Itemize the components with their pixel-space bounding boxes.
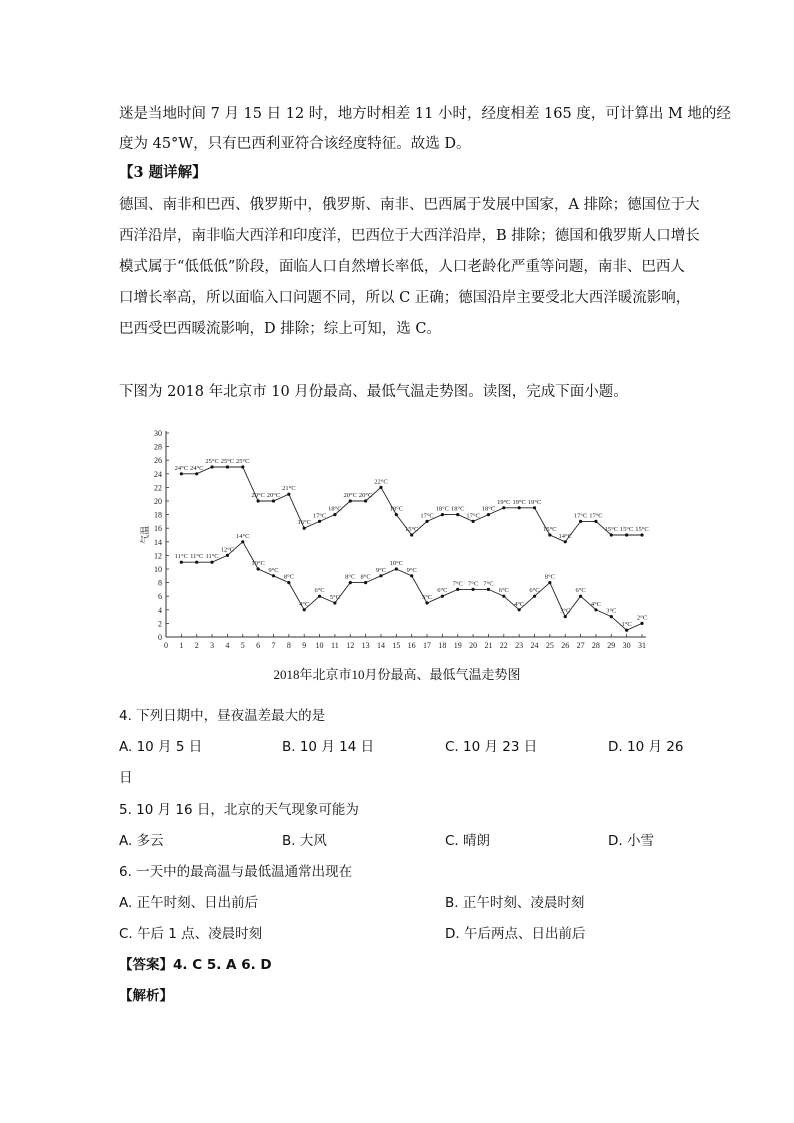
- data-point: [487, 588, 490, 591]
- x-tick-label: 3: [210, 641, 215, 650]
- data-label: 24°C: [174, 464, 189, 472]
- data-label: 19°C: [527, 498, 542, 506]
- data-label: 4°C: [299, 600, 310, 608]
- data-point: [349, 581, 352, 584]
- y-tick-label: 14: [154, 537, 162, 547]
- data-label: 20°C: [358, 492, 373, 499]
- x-tick-label: 5: [240, 641, 245, 650]
- data-label: 8°C: [544, 573, 555, 581]
- x-tick-label: 23: [515, 641, 524, 650]
- option-d: D. 10 月 26: [608, 739, 684, 755]
- option-b: B. 大风: [282, 833, 327, 849]
- data-label: 9°C: [375, 566, 387, 574]
- data-label: 10°C: [251, 560, 265, 567]
- option-c: C. 午后 1 点、凌晨时刻: [119, 926, 263, 942]
- data-label: 2°C: [636, 614, 648, 622]
- x-tick-label: 17: [423, 641, 432, 650]
- data-point: [471, 588, 474, 591]
- data-label: 18°C: [328, 505, 342, 513]
- data-point: [364, 499, 367, 502]
- data-label: 15°C: [619, 526, 634, 533]
- data-point: [241, 540, 244, 543]
- data-label: 8°C: [345, 573, 356, 581]
- y-tick-label: 6: [158, 592, 162, 602]
- data-point: [441, 513, 444, 516]
- data-point: [594, 608, 597, 611]
- x-tick-label: 1: [179, 641, 184, 650]
- y-tick-label: 12: [154, 551, 162, 561]
- data-point: [425, 520, 428, 523]
- data-point: [333, 601, 336, 604]
- x-tick-label: 27: [576, 641, 585, 650]
- data-point: [318, 595, 321, 598]
- data-label: 18°C: [389, 505, 404, 513]
- y-tick-label: 26: [154, 456, 162, 466]
- x-tick-label: 9: [302, 641, 307, 650]
- question-stem: 6. 一天中的最高温与最低温通常出现在: [119, 864, 353, 880]
- option-a: A. 多云: [119, 833, 164, 849]
- data-label: 7°C: [483, 580, 494, 588]
- x-tick-label: 18: [438, 641, 447, 650]
- x-tick-label: 26: [561, 641, 570, 650]
- data-label: 3°C: [560, 607, 571, 615]
- answer-line: 【答案】4. C 5. A 6. D: [119, 957, 272, 973]
- data-point: [349, 499, 352, 502]
- x-tick-label: 30: [622, 641, 631, 650]
- data-point: [180, 472, 183, 475]
- x-tick-label: 24: [530, 641, 539, 650]
- data-label: 8°C: [360, 573, 371, 581]
- x-tick-label: 11: [331, 641, 339, 650]
- section-heading: 【3 题详解】: [119, 164, 207, 181]
- y-tick-label: 2: [158, 619, 162, 629]
- data-point: [610, 533, 613, 536]
- data-label: 5°C: [421, 594, 433, 601]
- y-tick-label: 10: [154, 565, 162, 574]
- data-label: 22°C: [374, 478, 388, 486]
- option-a: A. 正午时刻、日出前后: [119, 895, 259, 911]
- x-tick-label: 28: [591, 641, 600, 650]
- data-point: [625, 533, 628, 536]
- option-d-wrap: 日: [119, 770, 133, 786]
- data-label: 14°C: [236, 532, 250, 540]
- data-point: [625, 629, 628, 632]
- paragraph-line: 德国、南非和巴西、俄罗斯中，俄罗斯、南非、巴西属于发展中国家，A 排除；德国位于大: [119, 197, 700, 213]
- data-label: 9°C: [268, 566, 279, 574]
- data-point: [548, 533, 551, 536]
- data-point: [579, 520, 582, 523]
- data-label: 6°C: [529, 587, 540, 595]
- data-point: [364, 581, 367, 584]
- data-label: 19°C: [497, 498, 511, 506]
- y-tick-label: 4: [158, 605, 162, 615]
- x-tick-label: 29: [607, 641, 616, 650]
- temperature-chart: [140, 425, 660, 661]
- question-stem: 5. 10 月 16 日，北京的天气现象可能为: [119, 802, 359, 818]
- x-tick-label: 16: [407, 641, 416, 650]
- data-point: [318, 520, 321, 523]
- option-b: B. 10 月 14 日: [282, 739, 375, 755]
- data-label: 5°C: [329, 594, 340, 601]
- option-d: D. 小雪: [608, 833, 654, 849]
- data-point: [395, 567, 398, 570]
- data-point: [195, 472, 198, 475]
- data-label: 6°C: [437, 587, 448, 595]
- data-point: [257, 567, 260, 570]
- data-label: 6°C: [575, 587, 586, 595]
- data-label: 18°C: [481, 505, 496, 513]
- data-point: [533, 595, 536, 598]
- data-point: [210, 465, 213, 468]
- data-label: 17°C: [589, 512, 603, 520]
- data-point: [579, 595, 582, 598]
- y-tick-label: 8: [158, 578, 162, 588]
- paragraph-line: 模式属于“低低低”阶段，面临人口自然增长率低，人口老龄化严重等问题，南非、巴西人: [119, 259, 685, 275]
- data-label: 25°C: [220, 458, 235, 465]
- x-tick-label: 15: [392, 641, 401, 650]
- data-point: [195, 561, 198, 564]
- data-label: 17°C: [312, 512, 327, 520]
- data-label: 18°C: [435, 505, 450, 513]
- option-b: B. 正午时刻、凌晨时刻: [445, 895, 585, 911]
- series-line: [181, 542, 642, 630]
- data-point: [241, 465, 244, 468]
- data-label: 3°C: [606, 607, 617, 615]
- x-tick-label: 21: [484, 641, 493, 650]
- data-point: [333, 513, 336, 516]
- option-c: C. 晴朗: [445, 833, 491, 849]
- x-tick-label: 4: [225, 641, 230, 650]
- data-point: [533, 506, 536, 509]
- analysis-heading: 【解析】: [119, 988, 173, 1004]
- option-c: C. 10 月 23 日: [445, 739, 538, 755]
- y-tick-label: 24: [154, 469, 162, 479]
- y-tick-label: 22: [154, 483, 162, 493]
- data-label: 4°C: [514, 600, 525, 608]
- intro-text: 下图为 2018 年北京市 10 月份最高、最低气温走势图。读图，完成下面小题。: [119, 384, 628, 400]
- y-tick-label: 30: [154, 429, 162, 438]
- data-label: 7°C: [468, 580, 479, 588]
- y-axis-label: 气温: [140, 525, 150, 545]
- data-point: [180, 561, 183, 564]
- x-tick-label: 12: [346, 641, 355, 650]
- data-label: 16°C: [297, 519, 311, 527]
- data-point: [640, 533, 643, 536]
- x-tick-label: 8: [286, 641, 291, 650]
- data-label: 11°C: [205, 553, 219, 561]
- x-tick-label: 14: [376, 641, 385, 650]
- x-tick-label: 6: [256, 641, 261, 650]
- data-label: 6°C: [498, 587, 509, 595]
- x-tick-label: 10: [315, 641, 324, 650]
- x-tick-label: 22: [499, 641, 508, 650]
- x-tick-label: 19: [453, 641, 462, 650]
- data-label: 24°C: [189, 464, 204, 472]
- data-point: [226, 465, 229, 468]
- data-label: 15°C: [604, 526, 619, 533]
- data-point: [303, 608, 306, 611]
- data-label: 20°C: [343, 492, 357, 499]
- data-point: [287, 581, 290, 584]
- y-tick-label: 20: [154, 497, 162, 506]
- data-point: [287, 493, 290, 496]
- data-point: [502, 506, 505, 509]
- data-label: 25°C: [236, 458, 250, 465]
- question-stem: 4. 下列日期中，昼夜温差最大的是: [119, 708, 326, 724]
- paragraph-line: 巴西受巴西暖流影响，D 排除；综上可知，选 C。: [119, 321, 441, 337]
- y-tick-label: 28: [154, 442, 162, 452]
- data-point: [226, 554, 229, 557]
- data-point: [564, 615, 567, 618]
- data-label: 19°C: [512, 498, 526, 506]
- x-tick-label: 2: [194, 641, 199, 650]
- data-label: 9°C: [406, 566, 417, 574]
- data-label: 8°C: [283, 573, 294, 581]
- data-label: 25°C: [205, 458, 219, 465]
- data-point: [502, 595, 505, 598]
- data-point: [395, 513, 398, 516]
- data-point: [594, 520, 597, 523]
- data-point: [456, 588, 459, 591]
- x-tick-label: 31: [638, 641, 646, 650]
- data-point: [257, 499, 260, 502]
- data-point: [210, 561, 213, 564]
- data-point: [610, 615, 613, 618]
- paragraph-line: 迷是当地时间 7 月 15 日 12 时，地方时相差 11 小时，经度相差 165 度，可计算出 M 地的经: [119, 106, 731, 122]
- data-label: 17°C: [573, 512, 588, 520]
- data-label: 6°C: [314, 587, 325, 595]
- data-label: 17°C: [466, 512, 480, 520]
- data-point: [518, 506, 521, 509]
- data-label: 11°C: [190, 553, 204, 561]
- x-tick-label: 7: [271, 641, 276, 650]
- y-tick-label: 18: [154, 510, 162, 520]
- data-point: [471, 520, 474, 523]
- data-point: [456, 513, 459, 516]
- x-tick-label: 0: [164, 641, 168, 650]
- x-tick-label: 20: [469, 641, 478, 650]
- data-point: [564, 540, 567, 543]
- y-tick-label: 16: [154, 524, 162, 534]
- data-label: 15°C: [635, 526, 649, 533]
- data-label: 10°C: [389, 560, 404, 567]
- data-point: [518, 608, 521, 611]
- data-label: 20°C: [266, 492, 281, 499]
- data-label: 17°C: [420, 512, 434, 520]
- data-point: [425, 601, 428, 604]
- x-tick-label: 25: [545, 641, 554, 650]
- data-point: [441, 595, 444, 598]
- data-point: [640, 622, 643, 625]
- data-point: [410, 574, 413, 577]
- data-label: 21°C: [282, 485, 296, 493]
- data-label: 12°C: [220, 546, 235, 554]
- data-point: [379, 486, 382, 489]
- data-label: 20°C: [251, 492, 265, 499]
- data-point: [410, 533, 413, 536]
- data-point: [487, 513, 490, 516]
- data-point: [548, 581, 551, 584]
- option-a: A. 10 月 5 日: [119, 739, 203, 755]
- x-tick-label: 13: [361, 641, 370, 650]
- data-label: 18°C: [451, 505, 465, 513]
- data-label: 4°C: [590, 600, 602, 608]
- data-label: 7°C: [452, 580, 463, 588]
- chart-caption: 2018年北京市10月份最高、最低气温走势图: [273, 667, 521, 682]
- data-label: 15°C: [543, 526, 557, 533]
- data-point: [379, 574, 382, 577]
- data-label: 14°C: [558, 532, 572, 540]
- y-tick-label: 0: [158, 633, 162, 642]
- paragraph-line: 度为 45°W，只有巴西利亚符合该经度特征。故选 D。: [119, 136, 471, 152]
- data-point: [272, 499, 275, 502]
- option-d: D. 午后两点、日出前后: [445, 926, 586, 942]
- paragraph-line: 口增长率高，所以面临入口问题不同，所以 C 正确；德国沿岸主要受北大西洋暖流影响，: [119, 290, 691, 306]
- data-label: 1°C: [621, 621, 632, 629]
- data-point: [303, 527, 306, 530]
- data-label: 11°C: [174, 553, 188, 561]
- data-point: [272, 574, 275, 577]
- paragraph-line: 西洋沿岸，南非临大西洋和印度洋，巴西位于大西洋沿岸，B 排除；德国和俄罗斯人口增长: [119, 228, 700, 244]
- data-label: 15°C: [404, 526, 419, 533]
